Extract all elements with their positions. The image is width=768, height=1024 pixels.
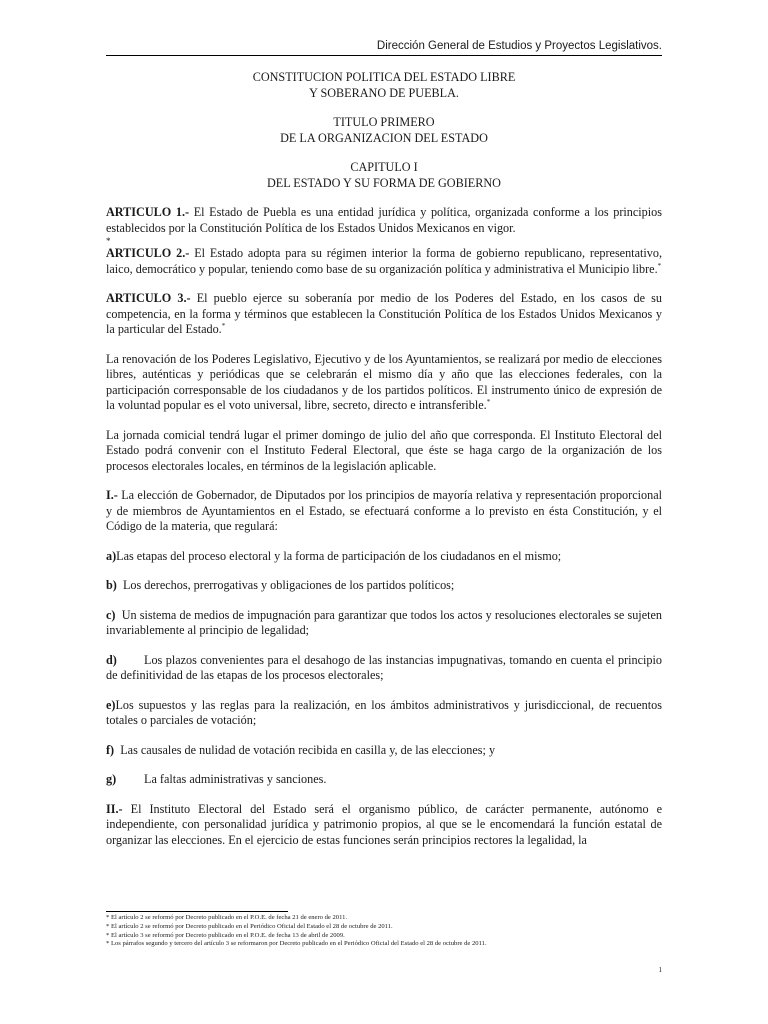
footnote-marker: * (106, 236, 111, 246)
paragraph-renovacion-text: La renovación de los Poderes Legislativo, Ejecutivo y de los Ayuntamientos, se realizará por medio de elecciones libres, auténticas y periódicas que se celebrarán el mismo día y año que las elecciones federales, con la participación corresponsable de los ciudadanos y de los partidos políticos. El instrumento único de expresión de la voluntad popular es el voto universal, libre, secreto, directo e intransferible. (106, 351, 662, 412)
constitution-title (106, 70, 662, 101)
inciso-b-label: b) (106, 578, 117, 592)
document-body (106, 70, 666, 862)
inciso-a (106, 549, 662, 565)
paragraph-jornada: La jornada comicial tendrá lugar el primer domingo de julio del año que corresponda. El Instituto Electoral del Estado podrá convenir con el Instituto Federal Electoral, que éste se haga cargo de la organización de los procesos electorales locales, en términos de la legislación aplicable. (106, 427, 662, 473)
titulo-line-2: DE LA ORGANIZACION DEL ESTADO (280, 130, 488, 145)
inciso-d-label: d) (106, 652, 117, 667)
fraccion-2 (106, 802, 662, 849)
page-number: 1 (658, 966, 662, 974)
inciso-a-label: a) (106, 548, 117, 563)
title-line-2: Y SOBERANO DE PUEBLA. (309, 85, 459, 100)
inciso-g (106, 772, 662, 788)
article-2 (106, 246, 662, 277)
fraccion-2-text: El Instituto Electoral del Estado será el organismo público, de carácter permanente, autónomo e independiente, con personalidad jurídica y patrimonio propios, al que se le encomendará la función estatal de organizar las elecciones. En el ejercicio de estas funciones serán principios rectores la legalidad, la (106, 801, 662, 847)
title-line-1: CONSTITUCION POLITICA DEL ESTADO LIBRE (252, 70, 516, 84)
article-3 (106, 291, 662, 338)
fraccion-1-label: I.- (106, 488, 118, 502)
article-2-text: El Estado adopta para su régimen interior la forma de gobierno republicano, representativo, laico, democrático y popular, teniendo como base de su organización política y administrativa el Municipio libre. (106, 246, 662, 276)
article-2-label: ARTICULO 2.- (106, 246, 190, 260)
inciso-a-text: Las etapas del proceso electoral y la forma de participación de los ciudadanos en el mismo; (116, 548, 562, 563)
inciso-f-text: Las causales de nulidad de votación recibida en casilla y, de las elecciones; y (114, 742, 496, 757)
inciso-c-label: c) (106, 607, 116, 622)
footnote-item: * Los párrafos segundo y tercero del artículo 3 se reformaron por Decreto publicado en el Periódico Oficial del Estado el 28 de octubre de 2011. (106, 940, 487, 948)
footnote-marker: * (486, 397, 491, 406)
article-3-label: ARTICULO 3.- (106, 291, 191, 305)
fraccion-1-text: La elección de Gobernador, de Diputados por los principios de mayoría relativa y representación proporcional y de miembros de Ayuntamientos en el Estado, se efectuará conforme a lo previsto en ésta Constitución, y el Código de la materia, que regulará: (106, 488, 662, 533)
inciso-g-text: La faltas administrativas y sanciones. (144, 772, 327, 786)
inciso-e-label: e) (106, 697, 116, 712)
titulo-heading (106, 115, 662, 146)
inciso-f (106, 743, 662, 759)
inciso-b-text: Los derechos, prerrogativas y obligaciones de los partidos políticos; (116, 578, 455, 592)
inciso-c (106, 607, 666, 639)
inciso-e-text: Los supuestos y las reglas para la realización, en los ámbitos administrativos y jurisdiccional, de recuentos totales o parciales de votación; (106, 697, 662, 727)
paragraph-renovacion (106, 352, 662, 414)
inciso-g-label: g) (106, 772, 117, 786)
fraccion-2-label: II.- (106, 801, 123, 816)
article-1-text: El Estado de Puebla es una entidad jurídica y política, organizada conforme a los principios establecidos por la Constitución Política de los Estados Unidos Mexicanos en vigor. (106, 205, 662, 235)
footnotes (106, 911, 662, 949)
article-3-text: El pueblo ejerce su soberanía por medio de los Poderes del Estado, en los casos de su competencia, en la forma y términos que establecen la Constitución Política de los Estados Unidos Mexicanos y la particular del Estado. (106, 291, 662, 336)
capitulo-heading (106, 160, 662, 191)
footnote-marker: * (657, 261, 662, 270)
titulo-line-1: TITULO PRIMERO (333, 115, 435, 129)
footnote-item: * El artículo 3 se reformó por Decreto publicado en el P.O.E. de fecha 13 de abril de 2009. (106, 931, 345, 939)
inciso-e (106, 698, 662, 729)
footnote-divider (106, 911, 288, 912)
inciso-c-text: Un sistema de medios de impugnación para garantizar que todos los actos y resoluciones electorales se sujeten invariablemente al principio de legalidad; (106, 607, 666, 637)
capitulo-line-1: CAPITULO I (350, 160, 418, 174)
inciso-d (106, 653, 662, 684)
article-1-label: ARTICULO 1.- (106, 205, 190, 219)
footnote-item: * El artículo 2 se reformó por Decreto publicado en el P.O.E. de fecha 21 de enero de 2011. (106, 914, 348, 921)
article-1 (106, 205, 662, 236)
footnote-marker: * (221, 321, 226, 330)
inciso-d-text: Los plazos convenientes para el desahogo de las instancias impugnativas, tomando en cuenta el principio de definitividad de las etapas de los procesos electorales; (106, 652, 662, 682)
capitulo-line-2: DEL ESTADO Y SU FORMA DE GOBIERNO (267, 175, 501, 190)
footnote-item: * El artículo 2 se reformó por Decreto publicado en el Periódico Oficial del Estado el 28 de octubre de 2011. (106, 922, 393, 930)
inciso-f-label: f) (106, 742, 115, 757)
fraccion-1 (106, 488, 662, 535)
inciso-b (106, 578, 662, 594)
running-header: Dirección General de Estudios y Proyectos Legislativos. (106, 40, 662, 56)
